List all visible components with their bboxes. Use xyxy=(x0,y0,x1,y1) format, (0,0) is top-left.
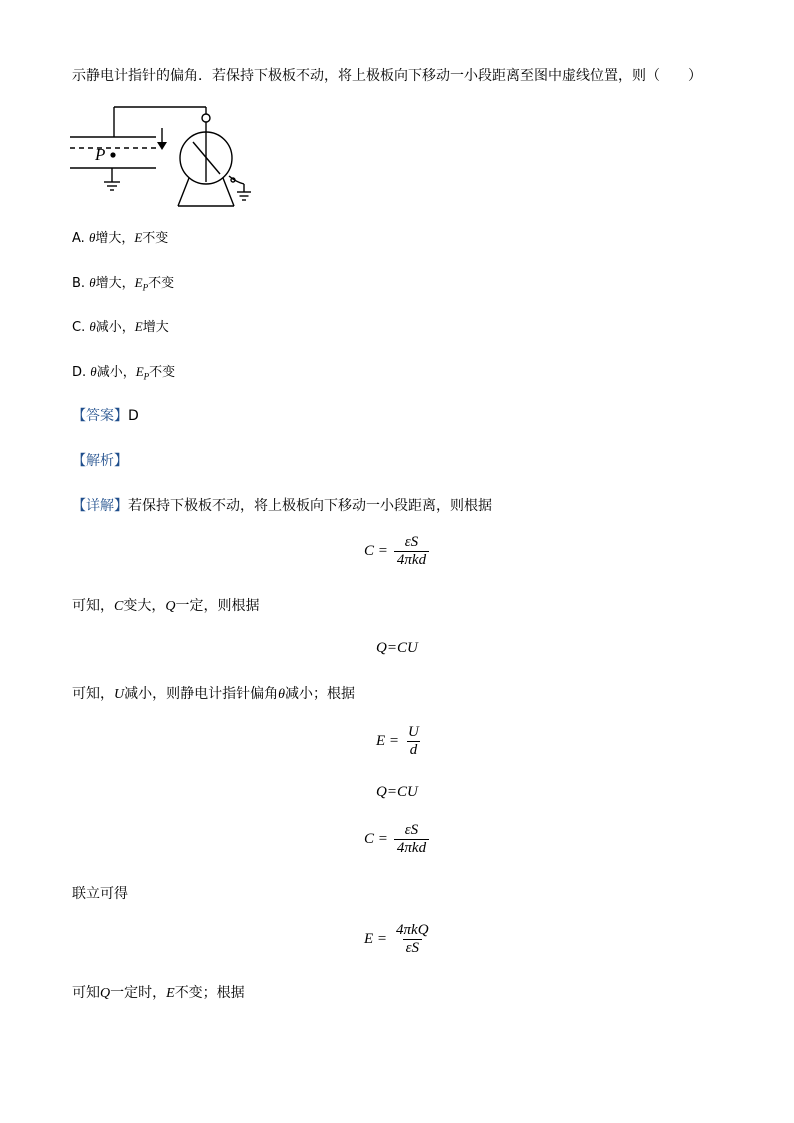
option-b: B. θ增大，$E_P$不变 xyxy=(72,275,175,293)
explanation-line-4: 可知Q一定时，E不变；根据 xyxy=(72,985,245,1001)
option-a-letter: A. xyxy=(72,231,85,246)
answer-value: D xyxy=(128,408,139,424)
formula-charge-2: Q=CU xyxy=(376,784,418,800)
detail-tag: 【详解】 xyxy=(72,498,128,514)
option-b-letter: B. xyxy=(72,276,86,291)
detail-line: 【详解】若保持下极板不动，将上极板向下移动一小段距离，则根据 xyxy=(72,498,492,514)
point-p-label: P xyxy=(95,145,106,164)
analysis-line xyxy=(72,451,128,471)
formula-result: E = $\frac{\text{4πkQ}}{\varepsilon S}$ xyxy=(364,922,429,956)
point-p-dot xyxy=(110,152,115,157)
option-d: D. θ减小，$E_P$不变 xyxy=(72,364,176,382)
question-intro: 示静电计指针的偏角．若保持下极板不动，将上极板向下移动一小段距离至图中虚线位置，则（ ） xyxy=(72,68,702,84)
option-c: C. θ减小，E增大 xyxy=(72,319,169,335)
capacitor-electrometer-figure xyxy=(68,104,258,214)
analysis-tag: 【解析】 xyxy=(72,453,128,469)
formula-capacitance-2: C = $\frac{\varepsilon S}{\text{4πkd}}$ xyxy=(364,822,429,857)
option-c-letter: C. xyxy=(72,320,86,335)
option-d-letter: D. xyxy=(72,365,87,380)
answer-tag: 【答案】 xyxy=(72,408,128,424)
terminal-knob xyxy=(202,114,210,122)
explanation-line-2: 可知，U减小，则静电计指针偏角θ减小；根据 xyxy=(72,686,356,702)
explanation-line-1: 可知，C变大，Q一定，则根据 xyxy=(72,598,260,614)
formula-capacitance: C = $\frac{\varepsilon S}{\text{4πkd}}$ xyxy=(364,534,429,569)
answer-line xyxy=(72,406,139,426)
formula-field: E = $\frac{U}{d}$ xyxy=(376,724,419,758)
option-a: A. θ增大，E不变 xyxy=(72,230,169,246)
explanation-line-3: 联立可得 xyxy=(72,886,128,902)
formula-charge: Q=CU xyxy=(376,640,418,656)
